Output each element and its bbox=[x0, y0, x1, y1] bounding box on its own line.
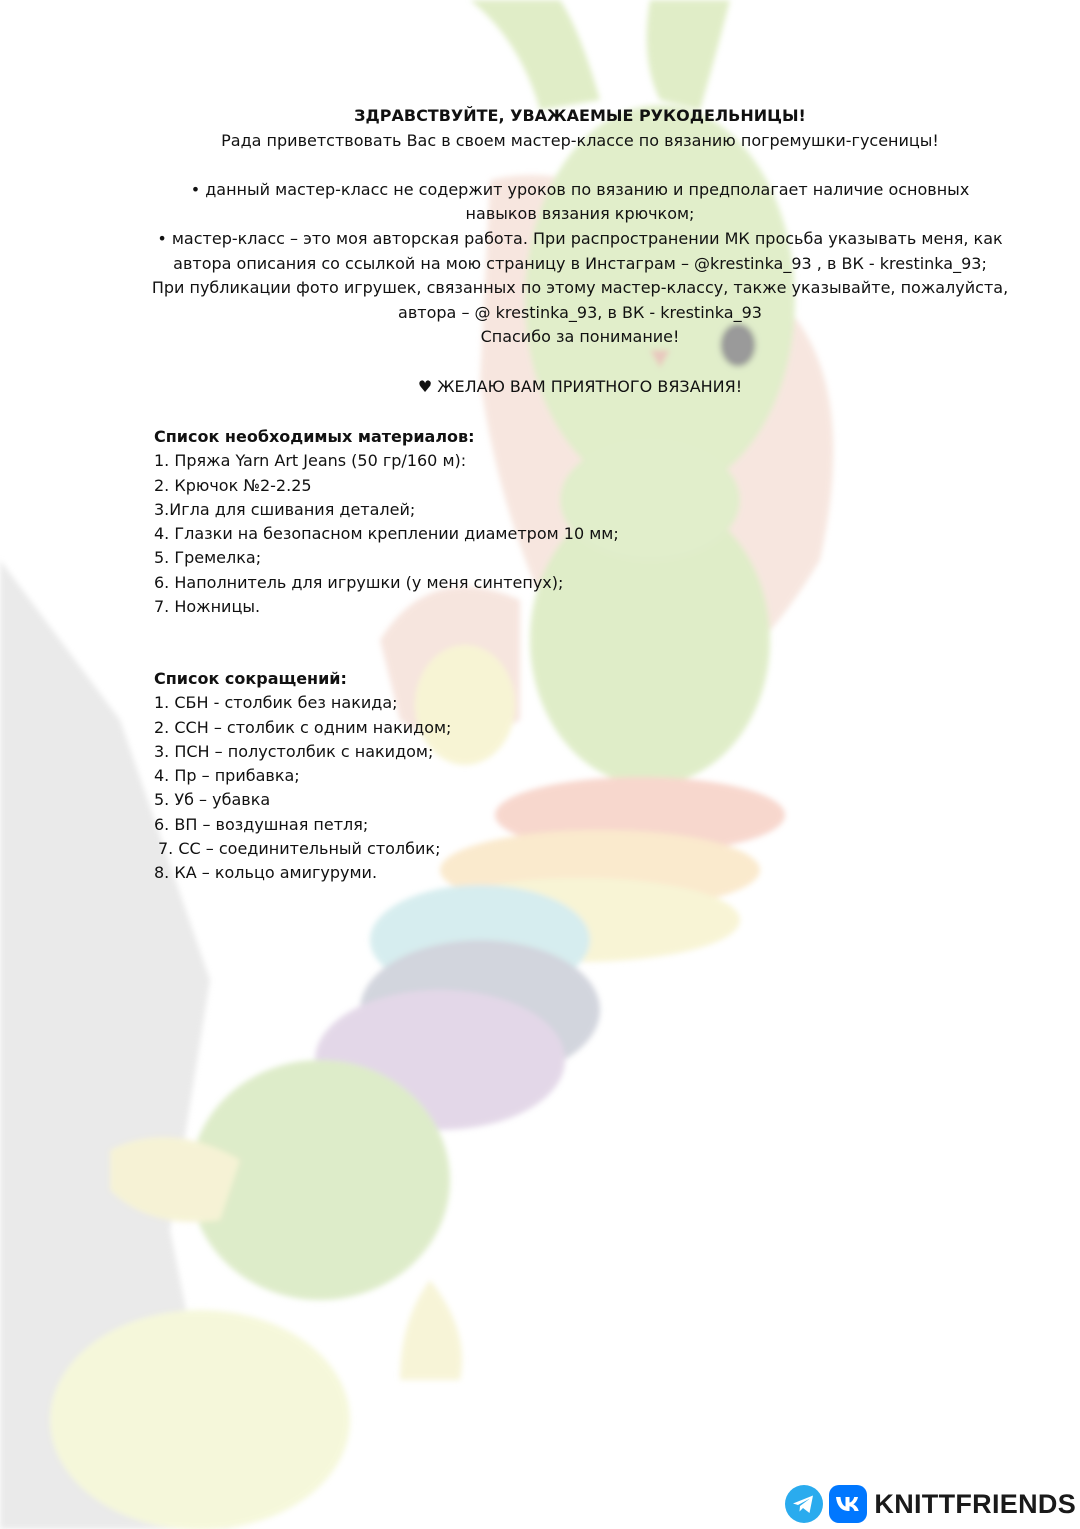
materials-title: Список необходимых материалов: bbox=[154, 427, 475, 446]
vk-icon[interactable] bbox=[828, 1484, 868, 1524]
note-publication-line2: автора – @ krestinka_93, в ВК - krestinka_93 bbox=[398, 302, 762, 322]
list-item: 6. Наполнитель для игрушки (у меня синтепух); bbox=[154, 572, 564, 592]
telegram-icon[interactable] bbox=[784, 1484, 824, 1524]
brand-watermark bbox=[784, 1483, 1076, 1525]
abbreviations-list bbox=[154, 667, 954, 886]
welcome-text: Рада приветствовать Вас в своем мастер-классе по вязанию погремушки-гусеницы! bbox=[221, 130, 939, 150]
brand-name: KNITTFRIENDS bbox=[874, 1488, 1076, 1519]
note-no-lessons-line1: • данный мастер-класс не содержит уроков по вязанию и предполагает наличие основных bbox=[190, 179, 970, 199]
list-item: 4. Глазки на безопасном креплении диаметром 10 мм; bbox=[154, 524, 619, 544]
list-item: 1. СБН - столбик без накида; bbox=[154, 693, 398, 713]
list-item: 3. ПСН – полустолбик с накидом; bbox=[154, 741, 434, 761]
list-item: 5. Уб – убавка bbox=[154, 790, 271, 810]
list-item: 4. Пр – прибавка; bbox=[154, 766, 300, 786]
abbreviations-title: Список сокращений: bbox=[154, 669, 347, 688]
list-item: 8. КА – кольцо амигуруми. bbox=[154, 863, 378, 883]
list-item: 7. СС – соединительный столбик; bbox=[158, 839, 441, 859]
list-item: 2. Крючок №2-2.25 bbox=[154, 475, 312, 495]
list-item: 3.Игла для сшивания деталей; bbox=[154, 499, 416, 519]
materials-list bbox=[154, 425, 954, 619]
wish-text: ♥ ЖЕЛАЮ ВАМ ПРИЯТНОГО ВЯЗАНИЯ! bbox=[417, 376, 743, 396]
note-authorship-line2: автора описания со ссылкой на мою страницу в Инстаграм – @krestinka_93 , в ВК - krestinka_93; bbox=[173, 253, 987, 273]
list-item: 6. ВП – воздушная петля; bbox=[154, 814, 369, 834]
list-item: 7. Ножницы. bbox=[154, 597, 261, 617]
note-publication-line1: При публикации фото игрушек, связанных по этому мастер-классу, также указывайте, пожалуйста, bbox=[151, 278, 1009, 298]
intro-section bbox=[150, 104, 1010, 399]
page-heading: ЗДРАВСТВУЙТЕ, УВАЖАЕМЫЕ РУКОДЕЛЬНИЦЫ! bbox=[354, 106, 806, 125]
list-item: 5. Гремелка; bbox=[154, 548, 262, 568]
list-item: 2. ССН – столбик с одним накидом; bbox=[154, 717, 452, 737]
note-no-lessons-line2: навыков вязания крючком; bbox=[465, 204, 695, 224]
thanks-text: Спасибо за понимание! bbox=[480, 327, 680, 347]
note-authorship-line1: • мастер-класс – это моя авторская работа. При распространении МК просьба указывать меня, как bbox=[157, 228, 1003, 248]
list-item: 1. Пряжа Yarn Art Jeans (50 гр/160 м): bbox=[154, 451, 467, 471]
